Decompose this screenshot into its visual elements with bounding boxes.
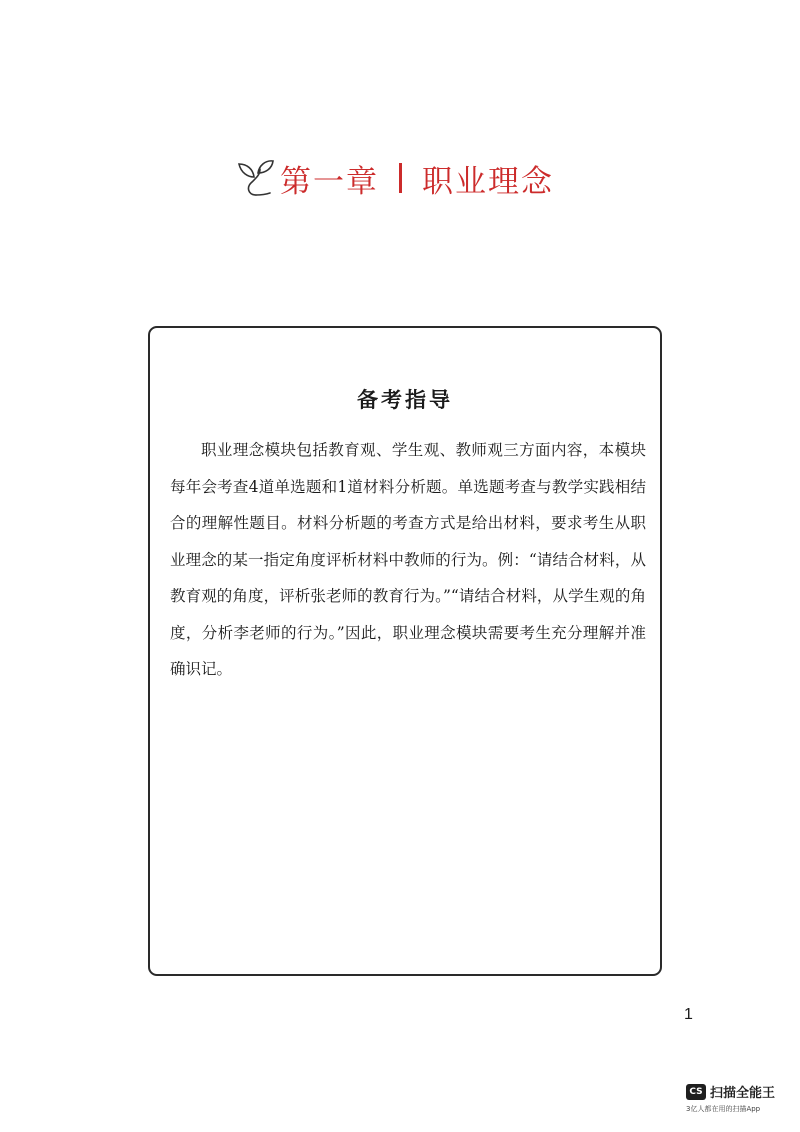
chapter-header [230,148,554,208]
chapter-name: 职业理念 [422,163,554,200]
chapter-title [280,156,554,201]
camscanner-logo-icon: CS [686,1084,706,1100]
guide-paragraph: 职业理念模块包括教育观、学生观、教师观三方面内容，本模块每年会考查4道单选题和1道材料分析题。单选题考查与教学实践相结合的理解性题目。材料分析题的考查方式是给出材料，要求考生从职业理念的某一指定角度评析材料中教师的行为。例：“请结合材料，从教育观的角度，评析张老师的教育行为。”“请结合材料，从学生观的角度，分析李老师的行为。”因此，职业理念模块需要考生充分理解并准确识记。 [170,441,646,678]
sprout-icon [230,155,276,201]
study-guide-box [148,326,662,976]
scanner-watermark [686,1082,775,1114]
chapter-divider [399,163,402,193]
watermark-brand: 扫描全能王 [710,1086,776,1101]
watermark-tagline: 3亿人都在用的扫描App [686,1105,761,1113]
page-number: 1 [684,1006,693,1023]
chapter-number: 第一章 [280,163,379,200]
guide-title: 备考指导 [357,387,453,412]
guide-body [170,432,646,688]
